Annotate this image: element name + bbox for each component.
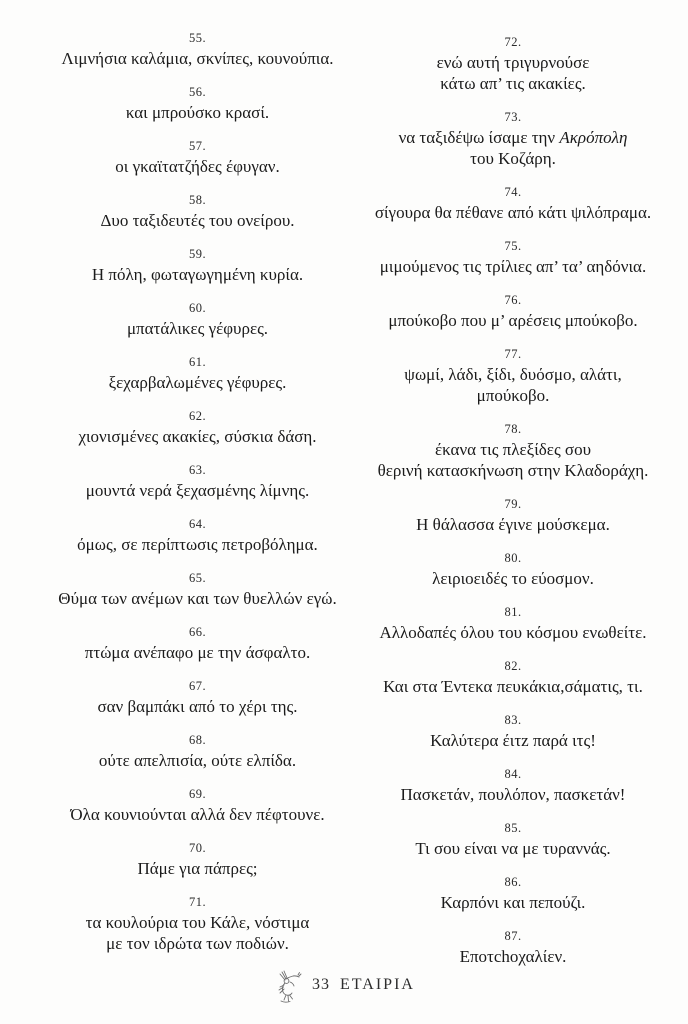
- entry-number: 63.: [188, 463, 207, 477]
- entry-number: 84.: [504, 767, 522, 781]
- entry-text-line: Αλλοδαπές όλου του κόσμου ενωθείτε.: [379, 623, 647, 642]
- entry-number: 56.: [188, 85, 207, 99]
- entry-text-line: μουντά νερά ξεχασμένης λίμνης.: [85, 481, 310, 500]
- entry-text-line: σίγουρα θα πέθανε από κάτι ψιλόπραμα.: [374, 203, 652, 222]
- entry-number: 59.: [188, 247, 207, 261]
- entry-text-line: ενώ αυτή τριγυρνούσε: [436, 53, 590, 72]
- list-entry: [15, 678, 380, 717]
- entry-text-line: μπούκοβο που μ’ αρέσεις μπούκοβο.: [388, 311, 638, 330]
- entry-text-line: Θύμα των ανέμων και των θυελλών εγώ.: [58, 589, 337, 608]
- entry-text-line: έκανα τις πλεξίδες σου: [434, 440, 592, 459]
- entry-text-line: Καλύτερα έιτz παρά ιτς!: [430, 731, 596, 750]
- entry-text-line: πτώμα ανέπαφο με την άσφαλτο.: [84, 643, 311, 662]
- entry-number: 58.: [188, 193, 207, 207]
- list-entry: [345, 346, 681, 406]
- list-entry: [345, 496, 681, 535]
- entry-text-line: μπούκοβο.: [476, 386, 550, 405]
- entry-text-line: τα κουλούρια του Κάλε, νόστιμα: [85, 913, 310, 932]
- list-entry: [15, 408, 380, 447]
- list-entry: [15, 30, 380, 69]
- entry-number: 68.: [188, 733, 207, 747]
- list-entry: [15, 840, 380, 879]
- entry-text-line: χιονισμένες ακακίες, σύσκια δάση.: [78, 427, 317, 446]
- list-entry: [15, 246, 380, 285]
- entry-text-line: ψωμί, λάδι, ξίδι, δυόσμο, αλάτι,: [404, 365, 622, 384]
- list-entry: [345, 292, 681, 331]
- list-entry: [15, 624, 380, 663]
- entry-number: 57.: [188, 139, 207, 153]
- entry-text-line: να ταξιδέψω ίσαμε την Ακρόπολη: [398, 128, 628, 147]
- entry-number: 66.: [188, 625, 207, 639]
- entry-number: 62.: [188, 409, 207, 423]
- list-entry: [15, 192, 380, 231]
- entry-text-line: Δυο ταξιδευτές του ονείρου.: [100, 211, 295, 230]
- text-column: [15, 0, 380, 969]
- list-entry: [15, 786, 380, 825]
- entry-text-line: θερινή κατασκήνωση στην Κλαδοράχη.: [377, 461, 649, 480]
- entry-text-line: Πάμε για πάπρες;: [137, 859, 258, 878]
- entry-text-line: μιμούμενος τις τρίλιες απ’ τα’ αηδόνια.: [379, 257, 647, 276]
- list-entry: [345, 712, 681, 751]
- entry-text-line: ούτε απελπισία, ούτε ελπίδα.: [98, 751, 297, 770]
- entry-number: 83.: [504, 713, 522, 727]
- entry-text-line: όμως, σε περίπτωσις πετροβόλημα.: [77, 535, 318, 554]
- entry-number: 87.: [504, 929, 522, 943]
- list-entry: [345, 820, 681, 859]
- entry-number: 75.: [504, 239, 522, 253]
- entry-number: 64.: [188, 517, 207, 531]
- list-entry: [345, 184, 681, 223]
- entry-text-line: Πασκετάν, πουλόπον, πασκετάν!: [400, 785, 626, 804]
- entry-text-line: Τι σου είναι να με τυραννάς.: [415, 839, 611, 858]
- list-entry: [345, 34, 681, 94]
- entry-number: 71.: [188, 895, 207, 909]
- page-number: 33: [312, 976, 331, 993]
- text-column: [345, 0, 681, 982]
- entry-number: 61.: [188, 355, 207, 369]
- entry-number: 72.: [504, 35, 522, 49]
- imprint-label: ΕΤΑΙΡΙΑ: [340, 976, 415, 993]
- list-entry: [15, 732, 380, 771]
- list-entry: [15, 300, 380, 339]
- list-entry: [15, 570, 380, 609]
- folio: [312, 976, 415, 994]
- entry-number: 82.: [504, 659, 522, 673]
- entry-number: 67.: [188, 679, 207, 693]
- entry-text-line: λειριοειδές το εύοσμον.: [432, 569, 594, 588]
- entry-number: 73.: [504, 110, 522, 124]
- list-entry: [15, 138, 380, 177]
- entry-number: 85.: [504, 821, 522, 835]
- entry-number: 70.: [188, 841, 207, 855]
- list-entry: [345, 238, 681, 277]
- entry-text-line: Και στα Έντεκα πευκάκια,σάματις, τι.: [383, 677, 643, 696]
- entry-number: 86.: [504, 875, 522, 889]
- entry-text-line: Η πόλη, φωταγωγημένη κυρία.: [91, 265, 304, 284]
- list-entry: [15, 354, 380, 393]
- entry-text-line: Εποτchοχαλίεν.: [459, 947, 567, 966]
- entry-text-line: Καρπόνι και πεπούζι.: [440, 893, 586, 912]
- list-entry: [15, 516, 380, 555]
- list-entry: [345, 421, 681, 481]
- entry-number: 79.: [504, 497, 522, 511]
- list-entry: [345, 874, 681, 913]
- entry-text-line: του Κοζάρη.: [470, 149, 556, 168]
- entry-number: 74.: [504, 185, 522, 199]
- list-entry: [345, 109, 681, 169]
- list-entry: [15, 84, 380, 123]
- entry-text-line: Όλα κουνιούνται αλλά δεν πέφτουνε.: [70, 805, 325, 824]
- entry-text-line: με τον ιδρώτα των ποδιών.: [106, 934, 289, 953]
- entry-text-line: σαν βαμπάκι από το χέρι της.: [97, 697, 298, 716]
- entry-number: 77.: [504, 347, 522, 361]
- list-entry: [15, 462, 380, 501]
- entry-number: 80.: [504, 551, 522, 565]
- entry-number: 55.: [188, 31, 207, 45]
- entry-number: 69.: [188, 787, 207, 801]
- list-entry: [345, 658, 681, 697]
- page-footer: [0, 962, 688, 1008]
- winged-figure-emblem-icon: [273, 968, 303, 1006]
- entry-number: 76.: [504, 293, 522, 307]
- list-entry: [345, 550, 681, 589]
- entry-number: 78.: [504, 422, 522, 436]
- list-entry: [345, 604, 681, 643]
- entry-number: 81.: [504, 605, 522, 619]
- list-entry: [15, 894, 380, 954]
- entry-text-line: κάτω απ’ τις ακακίες.: [440, 74, 586, 93]
- entry-text-line: και μπρούσκο κρασί.: [125, 103, 270, 122]
- entry-text-line: μπατάλικες γέφυρες.: [126, 319, 269, 338]
- entry-text-line: ξεχαρβαλωμένες γέφυρες.: [108, 373, 287, 392]
- list-entry: [345, 766, 681, 805]
- entry-text-line: οι γκαϊτατζήδες έφυγαν.: [115, 157, 280, 176]
- entry-text-line: Λιμνήσια καλάμια, σκνίπες, κουνούπια.: [61, 49, 334, 68]
- italic-text: Ακρόπολη: [559, 128, 628, 147]
- entry-number: 60.: [188, 301, 207, 315]
- entry-number: 65.: [188, 571, 207, 585]
- entry-text-line: Η θάλασσα έγινε μούσκεμα.: [416, 515, 610, 534]
